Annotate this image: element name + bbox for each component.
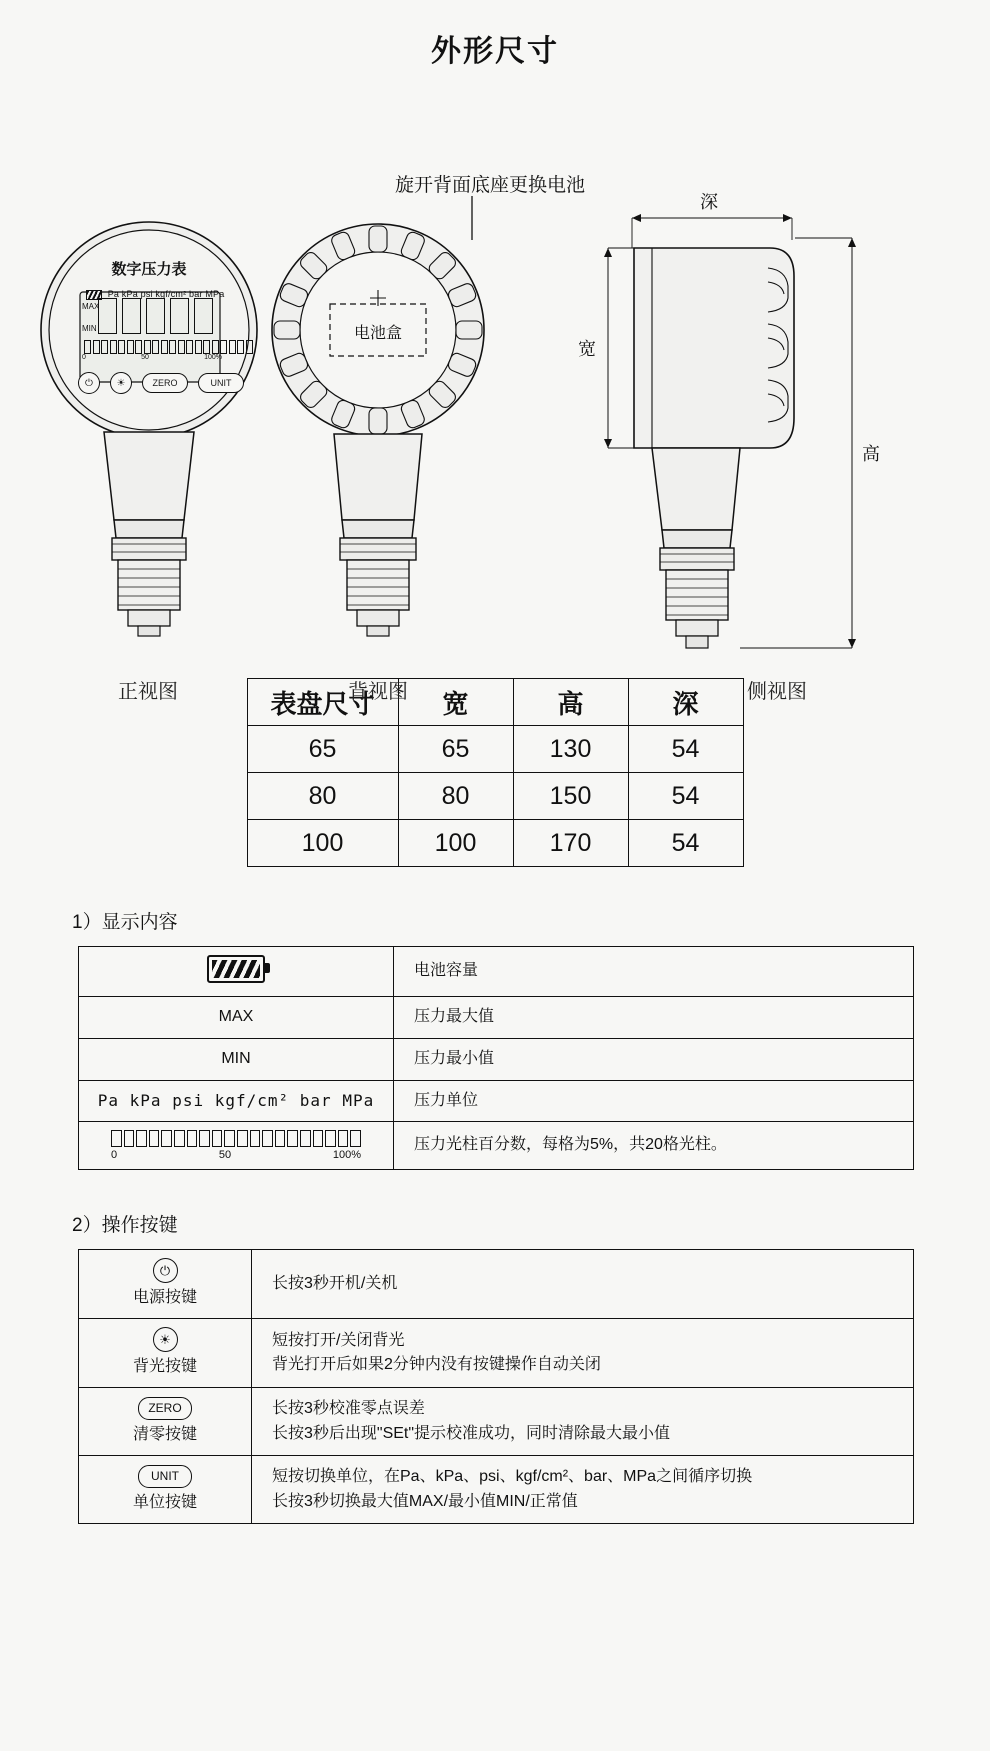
key-operation-table (78, 1249, 914, 1524)
front-face-title: 数字压力表 (111, 261, 187, 278)
desc-line: 背光打开后如果2分钟内没有按键操作自动关闭 (272, 1356, 601, 1374)
power-key-cell (79, 1250, 252, 1319)
bar-scale-mid: 50 (218, 1149, 232, 1162)
size-cell: 65 (247, 726, 398, 773)
section1-title: 1）显示内容 (72, 912, 178, 933)
zero-key-name: 清零按键 (132, 1426, 197, 1444)
front-scale-mid: 50 (141, 354, 149, 361)
front-face-overlay (18, 220, 278, 680)
front-max-label: MAX (82, 302, 100, 311)
power-icon[interactable]: ⏻ (153, 1258, 178, 1283)
page-title: 外形尺寸 (431, 35, 559, 68)
size-cell: 170 (513, 820, 628, 867)
zero-icon[interactable]: ZERO (138, 1397, 192, 1420)
row-desc: 压力最大值 (394, 997, 914, 1039)
zero-button-icon[interactable]: ZERO (142, 373, 188, 393)
table-row (79, 1038, 914, 1080)
table-row (79, 1080, 914, 1122)
bar-scale-right: 100% (332, 1149, 361, 1162)
back-view-caption: 背视图 (348, 681, 408, 703)
size-cell: 80 (398, 773, 513, 820)
size-table-row (247, 773, 743, 820)
unit-key-cell (79, 1456, 252, 1524)
battery-box-label: 电池盒 (353, 325, 402, 342)
backlight-key-cell (79, 1319, 252, 1388)
backlight-key-name: 背光按键 (132, 1358, 197, 1376)
max-label-cell: MAX (79, 997, 394, 1039)
row-desc: 电池容量 (394, 947, 914, 997)
bargraph-cell (79, 1122, 394, 1170)
size-cell: 100 (398, 820, 513, 867)
back-view-note: 旋开背面底座更换电池 (395, 175, 586, 196)
size-cell: 130 (513, 726, 628, 773)
section2-title: 2）操作按键 (72, 1215, 178, 1237)
table-row (79, 947, 914, 997)
power-button-icon[interactable]: ⏻ (78, 372, 100, 394)
table-row (79, 1250, 914, 1319)
front-button-row (78, 372, 244, 394)
size-table-wrap (0, 678, 990, 867)
table-row (79, 1388, 914, 1456)
size-cell: 80 (247, 773, 398, 820)
unit-key-desc (252, 1456, 914, 1524)
size-cell: 54 (628, 820, 743, 867)
size-cell: 54 (628, 773, 743, 820)
zero-key-cell (79, 1388, 252, 1456)
min-label-cell: MIN (79, 1038, 394, 1080)
units-label-cell: Pa kPa psi kgf/cm² bar MPa (79, 1080, 394, 1122)
table-row (79, 1456, 914, 1524)
size-table-row (247, 820, 743, 867)
front-view-caption: 正视图 (118, 681, 178, 703)
size-header-height: 高 (513, 679, 628, 726)
zero-key-desc (252, 1388, 914, 1456)
power-key-desc (252, 1250, 914, 1319)
bar-scale-left: 0 (111, 1149, 118, 1162)
battery-icon (207, 955, 265, 983)
size-cell: 100 (247, 820, 398, 867)
desc-line: 短按打开/关闭背光 (272, 1331, 405, 1349)
table-row (79, 997, 914, 1039)
desc-line: 长按3秒切换最大值MAX/最小值MIN/正常值 (272, 1492, 578, 1510)
front-bargraph (84, 340, 253, 354)
row-desc: 压力最小值 (394, 1038, 914, 1080)
size-header-width: 宽 (398, 679, 513, 726)
dim-width-label: 宽 (578, 339, 596, 359)
unit-icon[interactable]: UNIT (138, 1465, 192, 1488)
dim-depth-label: 深 (700, 192, 718, 212)
drawings-area (0, 70, 990, 703)
table-row (79, 1122, 914, 1170)
front-scale-right: 100% (204, 354, 222, 361)
front-min-label: MIN (82, 324, 97, 333)
unit-key-name: 单位按键 (132, 1494, 197, 1512)
table-row (79, 1319, 914, 1388)
backlight-button-icon[interactable]: ☀ (110, 372, 132, 394)
unit-button-icon[interactable]: UNIT (198, 373, 244, 393)
size-header-depth: 深 (628, 679, 743, 726)
backlight-key-desc (252, 1319, 914, 1388)
display-content-table (78, 946, 914, 1170)
back-view-drawing (268, 220, 528, 680)
size-cell: 65 (398, 726, 513, 773)
size-table (247, 678, 744, 867)
size-table-row (247, 726, 743, 773)
desc-line: 短按切换单位，在Pa、kPa、psi、kgf/cm²、bar、MPa之间循序切换 (272, 1468, 753, 1486)
bargraph-icon (111, 1130, 361, 1161)
size-cell: 150 (513, 773, 628, 820)
battery-icon-cell (79, 947, 394, 997)
front-units: Pa kPa psi kgf/cm² bar MPa (107, 289, 225, 299)
desc-line: 长按3秒开机/关机 (272, 1274, 398, 1292)
front-digits (98, 298, 213, 334)
size-cell: 54 (628, 726, 743, 773)
desc-line: 长按3秒后出现"SEt"提示校准成功，同时清除最大最小值 (272, 1424, 671, 1442)
power-key-name: 电源按键 (132, 1289, 197, 1307)
backlight-icon[interactable]: ☀ (153, 1327, 178, 1352)
size-header-dial: 表盘尺寸 (247, 679, 398, 726)
side-view-caption: 侧视图 (747, 681, 807, 703)
front-scale-left: 0 (82, 354, 86, 361)
dim-height-label: 高 (862, 444, 880, 464)
row-desc: 压力单位 (394, 1080, 914, 1122)
row-desc: 压力光柱百分数，每格为5%，共20格光柱。 (394, 1122, 914, 1170)
desc-line: 长按3秒校准零点误差 (272, 1400, 425, 1418)
side-view-drawing (590, 190, 880, 670)
